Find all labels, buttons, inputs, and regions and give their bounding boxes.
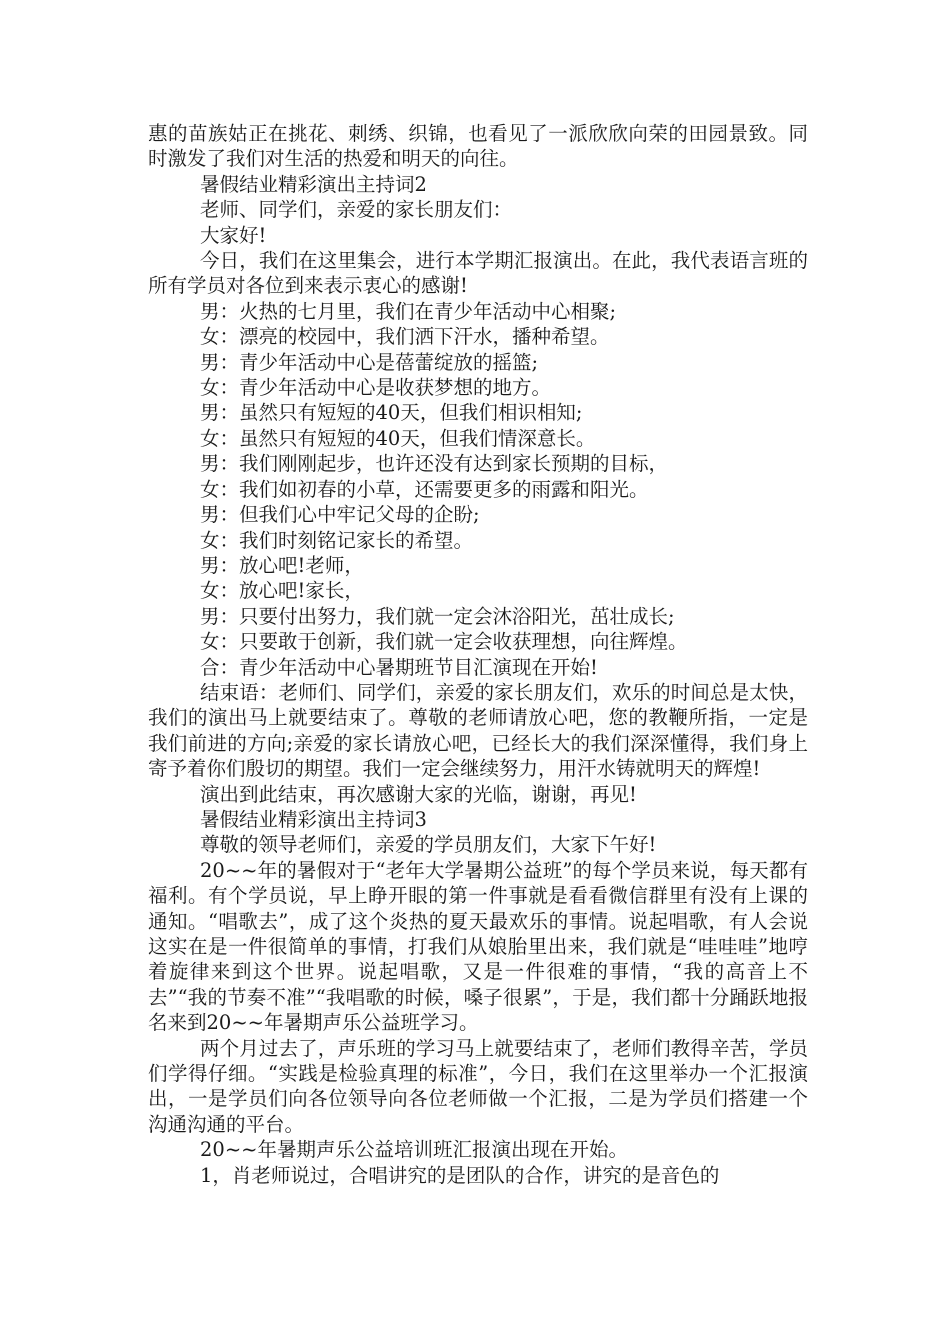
dialogue-line: 女：青少年活动中心是收获梦想的地方。 [200,376,552,400]
dialogue-line: 女：虽然只有短短的40天，但我们情深意长。 [200,426,596,450]
dialogue-line: 女：放心吧!家长， [200,579,364,603]
body-paragraph: 两个月过去了，声乐班的学习马上就要结束了，老师们教得辛苦，学员们学得仔细。“实践是检验真理的标准”，今日，我们在这里举办一个汇报演出，一是学员们向各位领导向各位老师做一个汇报，二是为学员们搭建一个沟通沟通的平台。 [148,1036,808,1136]
dialogue-line: 男：火热的七月里，我们在青少年活动中心相聚; [200,299,617,323]
dialogue-line: 男：青少年活动中心是蓓蕾绽放的摇篮; [200,350,539,374]
dialogue-line: 男：放心吧!老师， [200,553,364,577]
dialogue-line: 女：只要敢于创新，我们就一定会收获理想，向往辉煌。 [200,630,688,654]
farewell-line: 演出到此结束，再次感谢大家的光临，谢谢，再见! [200,782,637,806]
greeting-line: 老师、同学们，亲爱的家长朋友们： [200,198,513,222]
paragraph-intro-continuation: 惠的苗族姑正在挑花、刺绣、织锦，也看见了一派欣欣向荣的田园景致。同时激发了我们对生活的热爱和明天的向往。 [148,122,808,171]
closing-remarks: 结束语：老师们、同学们，亲爱的家长朋友们，欢乐的时间总是太快，我们的演出马上就要结束了。尊敬的老师请放心吧，您的教鞭所指，一定是我们前进的方向;亲爱的家长请放心吧，已经长大的我们深深懂得，我们身上寄予着你们殷切的期望。我们一定会继续努力，用汗水铸就明天的辉煌! [148,680,808,781]
opening-paragraph: 今日，我们在这里集会，进行本学期汇报演出。在此，我代表语言班的所有学员对各位到来表示衷心的感谢! [148,249,808,298]
dialogue-line: 女：我们如初春的小草，还需要更多的雨露和阳光。 [200,477,649,501]
announcement-line: 20~~年暑期声乐公益培训班汇报演出现在开始。 [200,1138,628,1162]
body-paragraph: 20~~年的暑假对于“老年大学暑期公益班”的每个学员来说，每天都有福利。有个学员说，早上睁开眼的第一件事就是看看微信群里有没有上课的通知。“唱歌去”，成了这个炎热的夏天最欢乐的事情。说起唱歌，有人会说这实在是一件很简单的事情，打我们从娘胎里出来，我们就是“哇哇哇”地哼着旋律来到这个世界。说起唱歌，又是一件很难的事情，“我的高音上不去”“我的节奏不准”“我唱歌的时候，嗓子很累”，于是，我们都十分踊跃地报名来到20~~年暑期声乐公益班学习。 [148,858,808,1035]
dialogue-line: 女：漂亮的校园中，我们洒下汗水，播种希望。 [200,325,610,349]
greeting-line: 尊敬的领导老师们，亲爱的学员朋友们，大家下午好! [200,833,657,857]
greeting-hello: 大家好! [200,223,267,247]
dialogue-line: 男：但我们心中牢记父母的企盼; [200,503,480,527]
dialogue-line: 男：我们刚刚起步，也许还没有达到家长预期的目标， [200,452,669,476]
body-paragraph: 1，肖老师说过，合唱讲究的是团队的合作，讲究的是音色的 [200,1163,720,1187]
section-heading-3: 暑假结业精彩演出主持词3 [200,807,427,831]
dialogue-line: 合：青少年活动中心暑期班节目汇演现在开始! [200,655,598,679]
dialogue-line: 女：我们时刻铭记家长的希望。 [200,528,474,552]
dialogue-line: 男：虽然只有短短的40天，但我们相识相知; [200,401,583,425]
document-page [148,121,808,1188]
section-heading-2: 暑假结业精彩演出主持词2 [200,172,427,196]
dialogue-line: 男：只要付出努力，我们就一定会沐浴阳光，茁壮成长; [200,604,675,628]
